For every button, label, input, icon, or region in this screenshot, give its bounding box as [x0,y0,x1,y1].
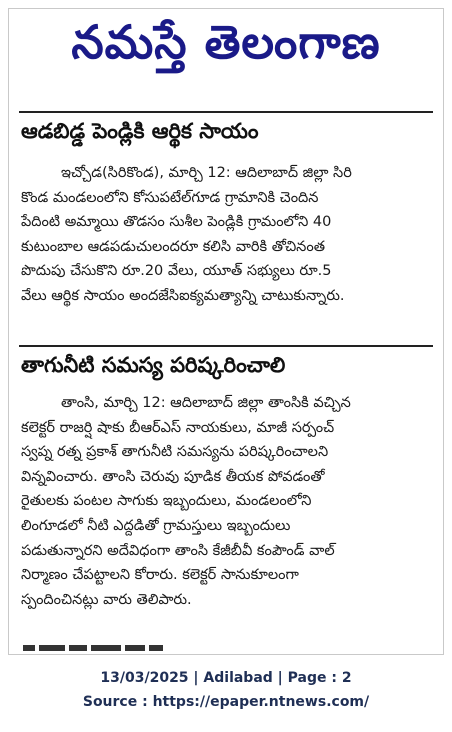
article-body [21,391,433,612]
article-line: ఇచ్చోడ(సిరికొండ), మార్చి 12: ఆదిలాబాద్ జిల్లా సిరి [61,165,352,181]
masthead-logo: నమస్తే తెలంగాణ [71,15,381,69]
article-line: కొండ మండలంలోని కోసుపటేల్‌గూడ గ్రామానికి చెందిన [21,189,319,206]
article-line: తాంసి, మార్చి 12: ఆదిలాబాద్ జిల్లా తాంసికి వచ్చిన [61,395,351,411]
article-line: పొదుపు చేసుకొని రూ.20 వేలు, యూత్ సభ్యులు రూ.5 [21,263,332,280]
article-headline: ఆడబిడ్డ పెండ్లికి ఆర్థిక సాయం [21,119,259,143]
article-line: కలెక్టర్ రాజర్షి షాకు బీఆర్ఎస్ నాయకులు, మాజీ సర్పంచ్ [21,419,335,436]
cut-off-text-fragment [21,97,161,105]
article-line: విన్నవించారు. తాంసి చెరువు పూడిక తీయక పోవడంతో [21,468,325,485]
edition-info: 13/03/2025 | Adilabad | Page : 2 [100,670,352,686]
article-line: నిర్మాణం చేపట్టాలని కోరారు. కలెక్టర్ సానుకూలంగా [21,567,299,584]
article-divider [19,345,433,347]
cut-off-headline-fragment [23,645,173,655]
source-credit: Source : https://epaper.ntnews.com/ [82,694,370,710]
article-line: పేదింటి అమ్మాయి తొడసం సుశీల పెండ్లికి గ్రామంలోని 40 [21,214,332,231]
article-line: వేలు ఆర్థిక సాయం అందజేసిఐక్యమత్యాన్ని చాటుకున్నారు. [21,287,345,304]
article-line: కుటుంబాల ఆడపడుచులందరూ కలిసి వారికి తోచినంత [21,238,325,255]
article-line: రైతులకు పంటల సాగుకు ఇబ్బందులు, మండలంలోని [21,493,312,510]
article-headline: తాగునీటి సమస్య పరిష్కరించాలి [21,353,286,377]
article-line: స్పందించినట్లు వారు తెలిపారు. [21,591,192,608]
masthead [9,9,443,87]
article-line: స్వప్న రత్న ప్రకాశ్ తాగునీటి సమస్యను పరిష్కరించాలని [21,444,329,461]
article-line: పడుతున్నారని అదేవిధంగా తాంసి కేజీబీవీ కంపౌండ్ వాల్ [21,542,335,559]
article-line: లింగూడలో నీటి ఎద్దడితో గ్రామస్తులు ఇబ్బందులు [21,517,291,534]
article-divider [19,111,433,113]
article-body [21,161,433,309]
newspaper-clipping [8,8,444,655]
